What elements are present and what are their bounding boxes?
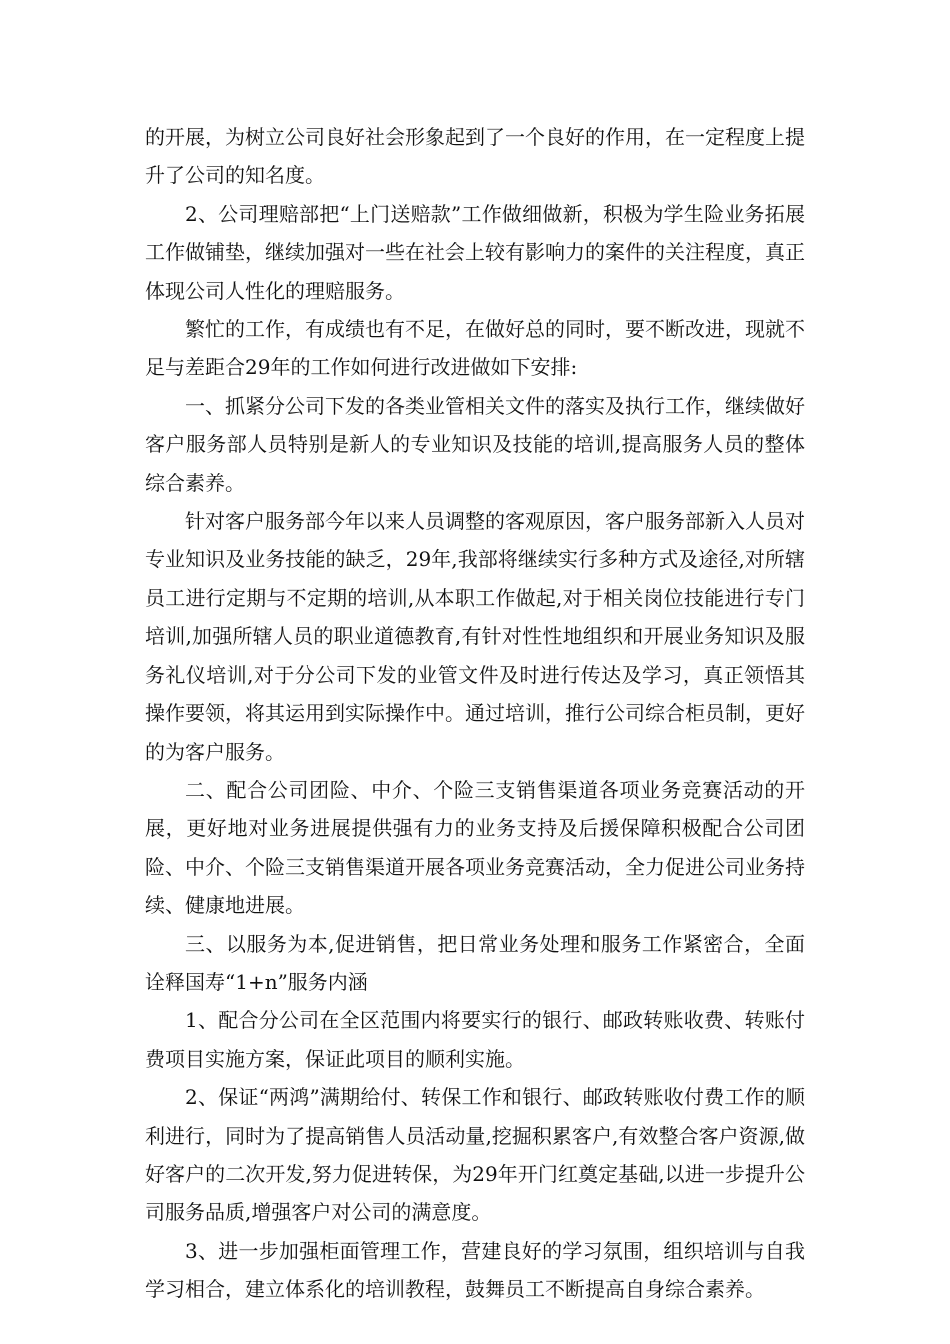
paragraph-claims-service: 2、公司理赔部把“上门送赔款”工作做细做新，积极为学生险业务拓展工作做铺垫，继续加强对一些在社会上较有影响力的案件的关注程度，真正体现公司人性化的理赔服务。 bbox=[145, 201, 805, 303]
paragraph-subitem-3: 3、进一步加强柜面管理工作，营建良好的学习氛围，组织培训与自我学习相合，建立体系化的培训教程，鼓舞员工不断提高自身综合素养。 bbox=[145, 1238, 805, 1302]
paragraph-item-two: 二、配合公司团险、中介、个险三支销售渠道各项业务竞赛活动的开展，更好地对业务进展提供强有力的业务支持及后援保障积极配合公司团险、中介、个险三支销售渠道开展各项业务竞赛活动，全力促进公司业务持续、健康地进展。 bbox=[145, 777, 805, 918]
paragraph-training: 针对客户服务部今年以来人员调整的客观原因，客户服务部新入人员对专业知识及业务技能的缺乏，29年,我部将继续实行多种方式及途径,对所辖员工进行定期与不定期的培训,从本职工作做起,对于相关岗位技能进行专门培训,加强所辖人员的职业道德教育,有针对性性地组织和开展业务知识及服务礼仪培训,对于分公司下发的业管文件及时进行传达及学习，真正领悟其操作要领，将其运用到实际操作中。通过培训，推行公司综合柜员制，更好的为客户服务。 bbox=[145, 509, 805, 764]
paragraph-subitem-2: 2、保证“两鸿”满期给付、转保工作和银行、邮政转账收付费工作的顺利进行，同时为了提高销售人员活动量,挖掘积累客户,有效整合客户资源,做好客户的二次开发,努力促进转保，为29年开门红奠定基础,以进一步提升公司服务品质,增强客户对公司的满意度。 bbox=[145, 1085, 805, 1225]
paragraph-item-three: 三、以服务为本,促进销售，把日常业务处理和服务工作紧密合，全面诠释国寿“1+n”服务内涵 bbox=[145, 931, 805, 994]
paragraph-item-one: 一、抓紧分公司下发的各类业管相关文件的落实及执行工作，继续做好客户服务部人员特别是新人的专业知识及技能的培训,提高服务人员的整体综合素养。 bbox=[145, 393, 805, 495]
paragraph-subitem-1: 1、配合分公司在全区范围内将要实行的银行、邮政转账收费、转账付费项目实施方案，保证此项目的顺利实施。 bbox=[145, 1008, 805, 1071]
paragraph-continuation: 的开展，为树立公司良好社会形象起到了一个良好的作用，在一定程度上提升了公司的知名度。 bbox=[145, 125, 805, 188]
document-body bbox=[145, 118, 805, 1309]
paragraph-improvement-intro: 繁忙的工作，有成绩也有不足，在做好总的同时，要不断改进，现就不足与差距合29年的工作如何进行改进做如下安排: bbox=[145, 317, 805, 380]
